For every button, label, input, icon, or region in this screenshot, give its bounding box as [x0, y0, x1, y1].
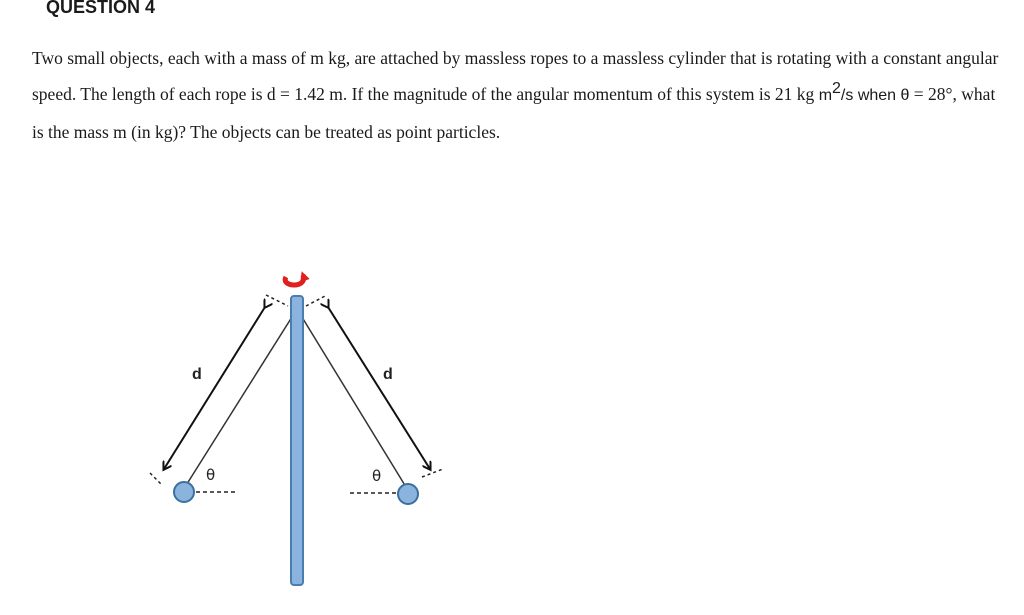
question-text: [32, 40, 1007, 150]
dashed-guide-top-left: [266, 295, 288, 306]
rope-left: [185, 309, 297, 487]
question-title: QUESTION 4: [46, 0, 156, 17]
theta-symbol: θ: [900, 87, 910, 104]
dashed-guide-bottom-right: [422, 469, 443, 477]
mass-right: [398, 484, 418, 504]
rope-right: [297, 309, 406, 487]
label-theta-right: θ: [372, 467, 382, 485]
unit-base: m: [818, 87, 833, 104]
dashed-guide-top-right: [306, 295, 327, 306]
dashed-guide-bottom-left: [150, 473, 162, 485]
rotation-arrow-icon: [285, 275, 303, 285]
label-d-left: d: [192, 366, 202, 383]
question-text-end: = 28°, what is the mass m (in kg)? The objects can be treated as point particles.: [32, 84, 996, 142]
dimension-arrow-left: [164, 307, 265, 469]
mass-left: [174, 482, 194, 502]
unit-exponent: 2: [832, 80, 841, 98]
cylinder-rod: [291, 296, 303, 585]
label-d-right: d: [383, 366, 393, 383]
unit-rest: /s when: [840, 87, 901, 104]
rotating-cylinder-figure: [140, 255, 460, 595]
label-theta-left: θ: [206, 466, 216, 484]
question-text-main: Two small objects, each with a mass of m kg, are attached by massless ropes to a massless cylinder that is rotating with a constant angular speed. The length of each rope is d = 1.42 m. If the magnitude of the angular momentum of this system is 21 kg: [32, 48, 999, 104]
dimension-arrow-right: [328, 307, 430, 469]
